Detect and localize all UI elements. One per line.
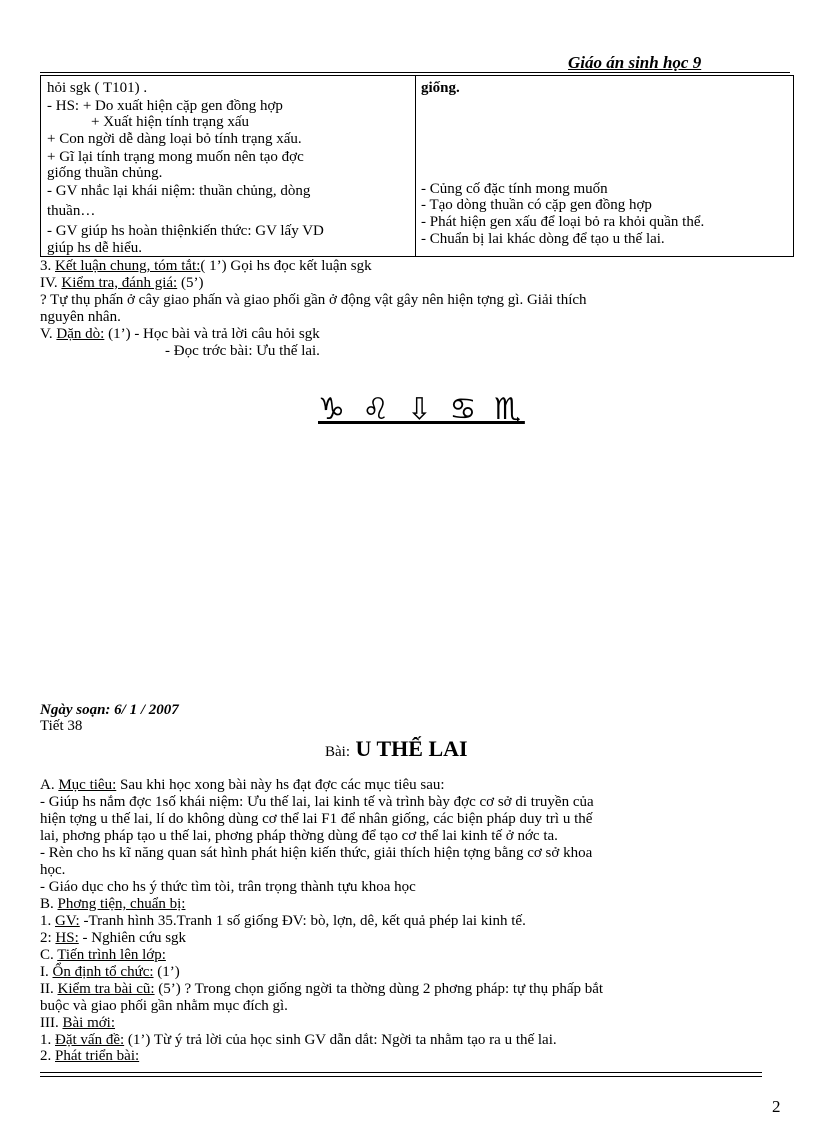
footer-rule xyxy=(40,1072,762,1073)
stabilize-line: I. Ổn định tổ chức: (1’) xyxy=(40,964,180,980)
header-rule xyxy=(40,72,790,73)
teacher-means: 1. GV: -Tranh hình 35.Tranh 1 số giống ĐV: bò, lợn, dê, kết quả phép lai kinh tế. xyxy=(40,913,526,929)
homework-line: - Đọc trớc bài: Ưu thế lai. xyxy=(165,343,320,359)
footer-rule xyxy=(40,1076,762,1077)
new-lesson-heading: III. Bài mới: xyxy=(40,1015,116,1031)
table-left-line: + Gĩ lại tính trạng mong muốn nên tạo đợc xyxy=(47,149,304,165)
objectives-heading: A. Mục tiêu: Sau khi học xong bài này hs đạt đợc các mục tiêu sau: xyxy=(40,777,445,793)
means-heading: B. Phơng tiện, chuẩn bị: xyxy=(40,896,186,912)
table-right-line: - Củng cố đặc tính mong muốn xyxy=(421,181,608,197)
table-left-line: + Xuất hiện tính trạng xấu xyxy=(91,114,250,130)
objective-line: - Giáo dục cho hs ý thức tìm tòi, trân trọng thành tựu khoa học xyxy=(40,879,416,895)
homework-line: V. Dặn dò: (1’) - Học bài và trả lời câu hỏi sgk xyxy=(40,326,320,342)
table-right-line: giống. xyxy=(421,80,460,96)
objective-line: học. xyxy=(40,862,66,878)
table-right-line: - Phát hiện gen xấu để loại bỏ ra khỏi quần thể. xyxy=(421,214,705,230)
develop-line: 2. Phát triển bài: xyxy=(40,1048,140,1064)
lesson-table xyxy=(40,75,794,257)
lesson-title: Bài: U THẾ LAI xyxy=(325,736,468,761)
table-left-line: - GV nhắc lại khái niệm: thuần chủng, dòng xyxy=(47,183,311,199)
old-lesson-check: buộc và giao phối gần nhằm mục đích gì. xyxy=(40,998,288,1014)
table-left-line: + Con ngời dễ dàng loại bỏ tính trạng xấu. xyxy=(47,131,302,147)
page-number: 2 xyxy=(772,1097,781,1116)
prepared-date: Ngày soạn: 6/ 1 / 2007 xyxy=(40,702,179,718)
table-left-line: giúp hs dễ hiểu. xyxy=(47,240,142,256)
header-title: Giáo án sinh học 9 xyxy=(568,53,702,72)
objective-line: hiện tợng u thế lai, lí do không dùng cơ thể lai F1 để nhân giống, các biện pháp duy trì u thế xyxy=(40,811,593,827)
assessment-line: IV. Kiểm tra, đánh giá: (5’) xyxy=(40,275,204,291)
table-right-line: - Chuẩn bị lai khác dòng để tạo u thế lai. xyxy=(421,231,665,247)
table-left-line: giống thuần chủng. xyxy=(47,165,163,181)
period-number: Tiết 38 xyxy=(40,718,83,734)
decorative-symbols: ♑ ♌ ⇩ ♋ ♏ xyxy=(318,392,525,427)
intro-line: 1. Đặt vấn đề: (1’) Từ ý trả lời của học sinh GV dẫn dắt: Ngời ta nhằm tạo ra u thế lai. xyxy=(40,1032,557,1048)
assessment-question: ? Tự thụ phấn ở cây giao phấn và giao phối gần ở động vật gây nên hiện tợng gì. Giải thích xyxy=(40,292,587,308)
table-left-line: - GV giúp hs hoàn thiệnkiến thức: GV lấy VD xyxy=(47,223,324,239)
assessment-question: nguyên nhân. xyxy=(40,309,121,325)
conclusion-line: 3. Kết luận chung, tóm tắt:( 1’) Gọi hs đọc kết luận sgk xyxy=(40,258,372,274)
process-heading: C. Tiến trình lên lớp: xyxy=(40,947,166,963)
objective-line: - Giúp hs nắm đợc 1số khái niệm: Ưu thế lai, lai kinh tế và trình bày đợc cơ sở di truyền của xyxy=(40,794,594,810)
old-lesson-check: II. Kiểm tra bài cũ: (5’) ? Trong chọn giống ngời ta thờng dùng 2 phơng pháp: tự thụ phấp bắt xyxy=(40,981,604,997)
objective-line: lai, phơng pháp tạo u thế lai, phơng pháp thờng dùng để tạo cơ thể lai kinh tế ở nớc ta. xyxy=(40,828,558,844)
table-column-divider xyxy=(415,76,416,256)
table-left-line: thuần… xyxy=(47,203,96,219)
table-right-line: - Tạo dòng thuần có cặp gen đồng hợp xyxy=(421,197,652,213)
table-left-line: - HS: + Do xuất hiện cặp gen đồng hợp xyxy=(47,98,283,114)
table-left-line: hỏi sgk ( T101) . xyxy=(47,80,148,96)
objective-line: - Rèn cho hs kĩ năng quan sát hình phát hiện kiến thức, giải thích hiện tợng bằng cơ sở khoa xyxy=(40,845,593,861)
student-means: 2: HS: - Nghiên cứu sgk xyxy=(40,930,187,946)
